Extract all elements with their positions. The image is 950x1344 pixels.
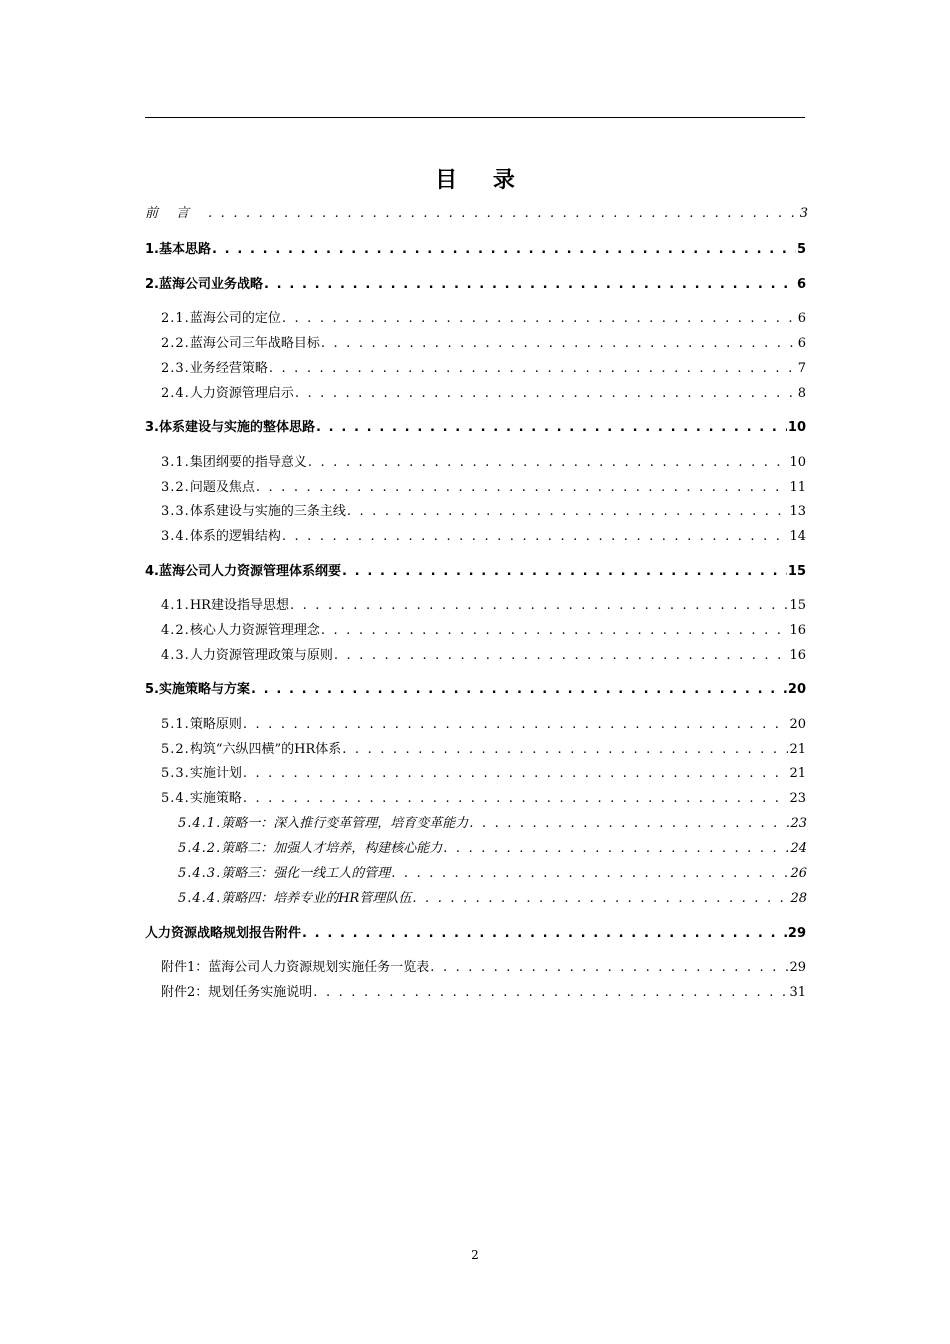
toc-entry-number: 1. xyxy=(145,242,159,257)
toc-entry-page: 3 xyxy=(799,206,808,221)
toc-entry-text: 体系的逻辑结构 xyxy=(189,529,281,544)
page-number: 2 xyxy=(471,1248,479,1262)
toc-entry-number: 5.4.2. xyxy=(178,841,222,856)
toc-entry-number: 2. xyxy=(145,277,159,292)
toc-entry-text: 策略四：培养专业的HR管理队伍 xyxy=(221,891,412,906)
toc-entry-number: 2.2. xyxy=(161,336,190,351)
toc-entry-text: 实施策略 xyxy=(189,791,242,806)
toc-entry-text: 策略三：强化一线工人的管理 xyxy=(221,866,391,881)
toc-entry-page: 11 xyxy=(789,480,806,495)
toc-entry-number: 5.3. xyxy=(161,766,190,781)
toc-entry-text: 体系建设与实施的三条主线 xyxy=(189,504,346,519)
toc-entry-number: 4. xyxy=(145,564,159,579)
toc-entry-text: 实施策略与方案 xyxy=(158,682,250,697)
toc-entry-5-3[interactable] xyxy=(161,763,806,785)
toc-entry-page: 23 xyxy=(789,791,806,806)
toc-entry-text: 策略二：加强人才培养，构建核心能力 xyxy=(221,841,443,856)
toc-entry-number: 5. xyxy=(145,682,159,697)
toc-entry-2-4[interactable] xyxy=(161,383,806,405)
toc-entry-page: 15 xyxy=(789,598,806,613)
toc-entry-page: 28 xyxy=(790,891,807,906)
toc-entry-text: 蓝海公司人力资源管理体系纲要 xyxy=(158,564,341,579)
toc-entry-page: 15 xyxy=(787,564,806,579)
toc-entry-appendix-1[interactable] xyxy=(161,957,806,979)
toc-entry-2-1[interactable] xyxy=(161,308,806,330)
toc-entry-page: 20 xyxy=(789,717,806,732)
toc-entry-text: 蓝海公司的定位 xyxy=(189,311,281,326)
toc-entry-text: 附件2：规划任务实施说明 xyxy=(161,985,313,1000)
toc-entry-text: 业务经营策略 xyxy=(189,361,268,376)
toc-entry-5-2[interactable] xyxy=(161,739,806,761)
toc-entry-page: 29 xyxy=(787,926,806,941)
toc-entry-number: 2.3. xyxy=(161,361,190,376)
toc-entry-page: 5 xyxy=(796,242,806,257)
toc-entry-3-2[interactable] xyxy=(161,477,806,499)
toc-entry-text: 人力资源管理政策与原则 xyxy=(189,648,333,663)
toc-entry-number: 5.4. xyxy=(161,791,190,806)
toc-entry-page: 16 xyxy=(789,623,806,638)
toc-entry-text: 基本思路 xyxy=(158,242,211,257)
toc-entry-number: 4.1. xyxy=(161,598,190,613)
toc-entry-text: 核心人力资源管理理念 xyxy=(189,623,320,638)
toc-entry-text: 人力资源战略规划报告附件 xyxy=(145,926,302,941)
toc-entry-5-4[interactable] xyxy=(161,788,806,810)
toc-entry-text: 构筑“六纵四横”的HR体系 xyxy=(189,742,342,757)
toc-entry-text: 蓝海公司三年战略目标 xyxy=(189,336,320,351)
toc-entry-appendix-2[interactable] xyxy=(161,982,806,1004)
toc-entry-page: 10 xyxy=(787,420,806,435)
toc-entry-4-1[interactable] xyxy=(161,595,806,617)
toc-entry-page: 6 xyxy=(796,277,806,292)
toc-entry-number: 4.3. xyxy=(161,648,190,663)
toc-entry-3-4[interactable] xyxy=(161,526,806,548)
toc-entry-number: 4.2. xyxy=(161,623,190,638)
toc-entry-3-1[interactable] xyxy=(161,452,806,474)
toc-entry-5-4-3[interactable] xyxy=(178,863,807,885)
toc-entry-5-4-2[interactable] xyxy=(178,838,807,860)
toc-entry-page: 20 xyxy=(787,682,806,697)
toc-entry-page: 24 xyxy=(790,841,807,856)
toc-entry-page: 21 xyxy=(789,742,806,757)
toc-entry-4-3[interactable] xyxy=(161,645,806,667)
toc-entry-page: 6 xyxy=(797,311,806,326)
toc-entry-number: 5.1. xyxy=(161,717,190,732)
toc-entry-page: 26 xyxy=(790,866,807,881)
toc-entry-number: 3.1. xyxy=(161,455,190,470)
toc-entry-text: 附件1：蓝海公司人力资源规划实施任务一览表 xyxy=(161,960,430,975)
toc-entry-number: 3.4. xyxy=(161,529,190,544)
toc-entry-number: 3.3. xyxy=(161,504,190,519)
toc-entry-text: 蓝海公司业务战略 xyxy=(158,277,263,292)
toc-entry-text: 问题及焦点 xyxy=(189,480,255,495)
toc-entry-page: 6 xyxy=(797,336,806,351)
toc-entry-number: 2.1. xyxy=(161,311,190,326)
toc-entry-text: 体系建设与实施的整体思路 xyxy=(158,420,315,435)
toc-entry-number: 3.2. xyxy=(161,480,190,495)
toc-entry-page: 21 xyxy=(789,766,806,781)
toc-entry-3-3[interactable] xyxy=(161,501,806,523)
toc-entry-5[interactable] xyxy=(145,679,806,701)
toc-entry-2-2[interactable] xyxy=(161,333,806,355)
toc-entry-text: 集团纲要的指导意义 xyxy=(189,455,307,470)
toc-entry-page: 31 xyxy=(789,985,806,1000)
toc-entry-text: 策略原则 xyxy=(189,717,242,732)
toc-entry-1[interactable] xyxy=(145,239,806,261)
toc-entry-page: 23 xyxy=(790,816,807,831)
toc-entry-text: 人力资源管理启示 xyxy=(189,386,294,401)
toc-entry-2-3[interactable] xyxy=(161,358,806,380)
header-rule xyxy=(145,117,805,118)
toc-entry-number: 5.4.4. xyxy=(178,891,222,906)
toc-entry-page: 29 xyxy=(789,960,806,975)
toc-entry-5-1[interactable] xyxy=(161,714,806,736)
toc-entry-page: 13 xyxy=(789,504,806,519)
toc-entry-2[interactable] xyxy=(145,274,806,296)
toc-entry-5-4-4[interactable] xyxy=(178,888,807,910)
toc-entry-4[interactable] xyxy=(145,561,806,583)
page-title: 目 录 xyxy=(435,168,529,193)
toc-entry-page: 16 xyxy=(789,648,806,663)
toc-entry-3[interactable] xyxy=(145,417,806,439)
toc-entry-appendix[interactable] xyxy=(145,923,806,945)
toc-entry-number: 2.4. xyxy=(161,386,190,401)
toc-entry-page: 10 xyxy=(789,455,806,470)
toc-entry-number: 5.2. xyxy=(161,742,190,757)
toc-entry-4-2[interactable] xyxy=(161,620,806,642)
toc-entry-5-4-1[interactable] xyxy=(178,813,807,835)
toc-entry-number: 3. xyxy=(145,420,159,435)
toc-entry-number: 5.4.1. xyxy=(178,816,222,831)
toc-entry-page: 8 xyxy=(797,386,806,401)
toc-entry-text: 前言 xyxy=(145,206,208,221)
toc-entry-preface[interactable] xyxy=(145,203,808,225)
toc-entry-text: 策略一：深入推行变革管理，培育变革能力 xyxy=(221,816,469,831)
toc-entry-text: HR建设指导思想 xyxy=(189,598,289,613)
toc-entry-text: 实施计划 xyxy=(189,766,242,781)
toc-entry-number: 5.4.3. xyxy=(178,866,222,881)
toc-entry-page: 14 xyxy=(789,529,806,544)
toc-entry-page: 7 xyxy=(797,361,806,376)
